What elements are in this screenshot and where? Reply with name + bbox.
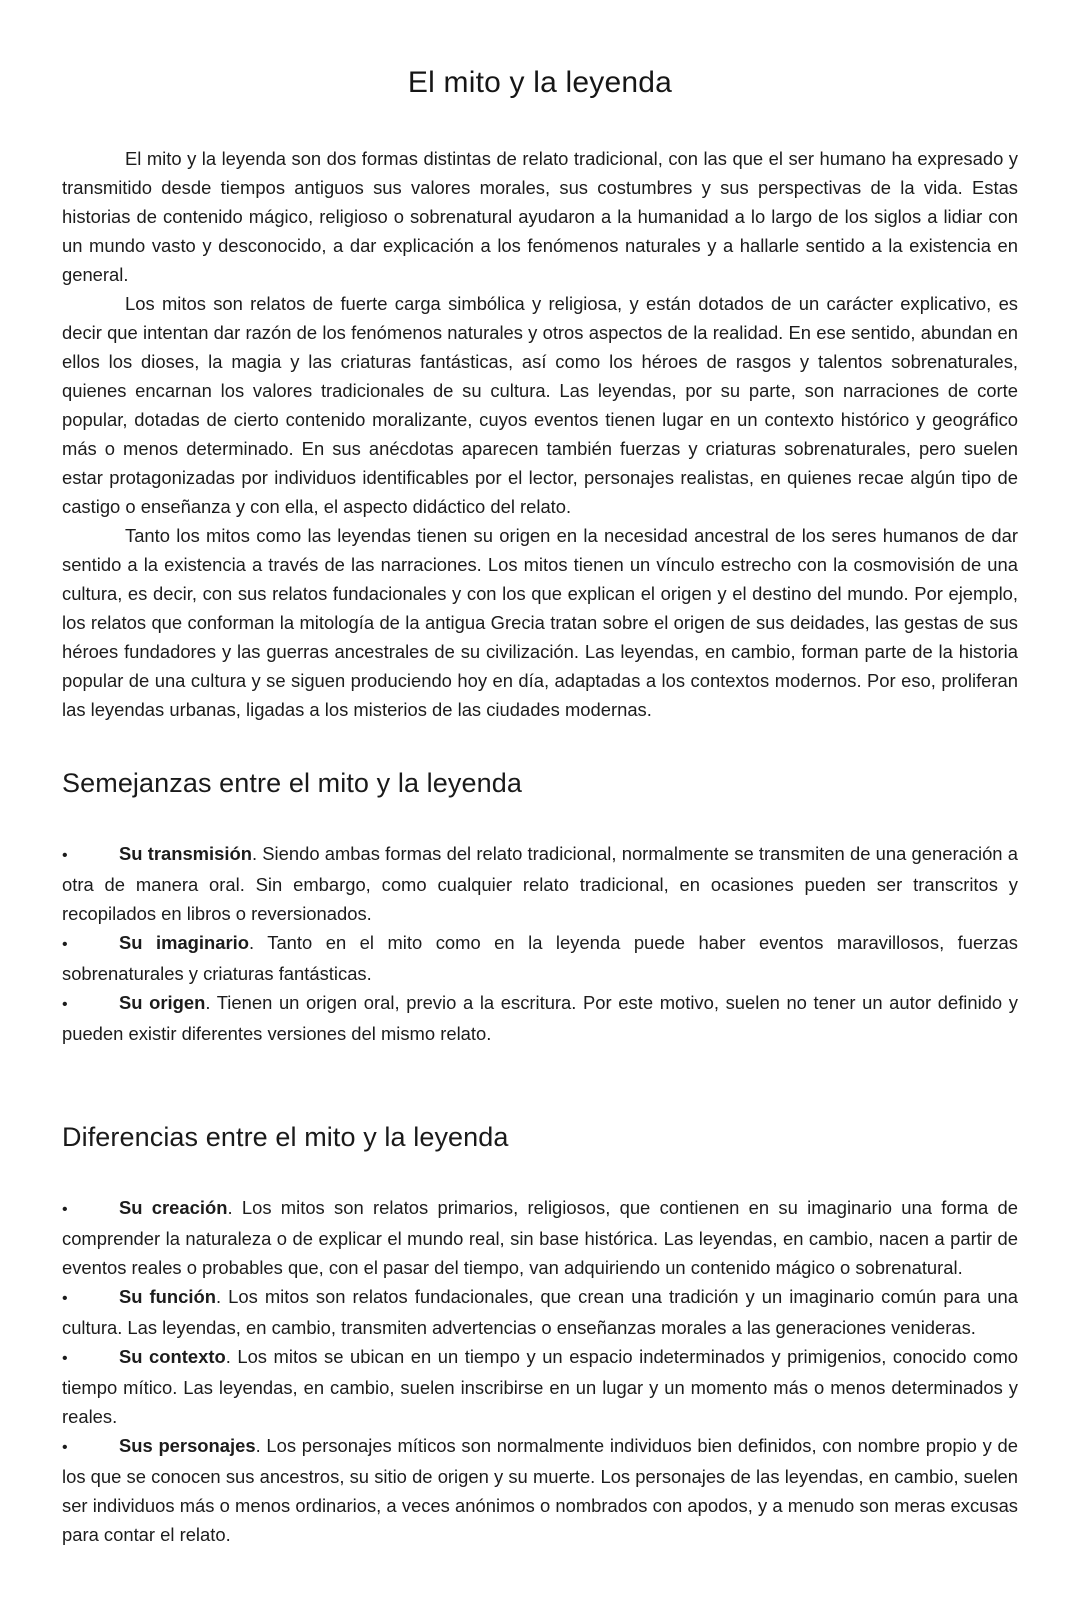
bullet-icon: • bbox=[62, 1290, 68, 1307]
section-heading-semejanzas: Semejanzas entre el mito y la leyenda bbox=[62, 768, 522, 798]
semejanzas-bullet-list bbox=[62, 839, 1018, 1048]
document-title: El mito y la leyenda bbox=[407, 66, 673, 99]
bullet-text: . Los mitos son relatos primarios, religiosos, que contienen en su imaginario una forma de comprender la naturaleza o de explicar el mundo real, sin base histórica. Las leyendas, en cambio, nacen a partir de eventos reales o probables que, con el pasar del tiempo, van adquiriendo un contenido mágico o sobrenatural. bbox=[62, 1197, 1018, 1278]
bullet-lead: Su imaginario bbox=[119, 932, 249, 953]
bullet-lead: Su función bbox=[119, 1286, 216, 1307]
body-paragraph: Los mitos son relatos de fuerte carga simbólica y religiosa, y están dotados de un carácter explicativo, es decir que intentan dar razón de los fenómenos naturales y otros aspectos de la realidad. En ese sentido, abundan en ellos los dioses, la magia y las criaturas fantásticas, así como los héroes de rasgos y talentos sobrenaturales, quienes encarnan los valores tradicionales de su cultura. Las leyendas, por su parte, son narraciones de corte popular, dotadas de cierto contenido moralizante, cuyos eventos tienen lugar en un contexto histórico y geográfico más o menos determinado. En sus anécdotas aparecen también fuerzas y criaturas sobrenaturales, pero suelen estar protagonizadas por individuos identificables por el lector, personajes realistas, en quienes recae algún tipo de castigo o enseñanza y con ella, el aspecto didáctico del relato. bbox=[62, 293, 1018, 517]
bullet-icon: • bbox=[62, 847, 68, 864]
diferencias-bullet-list bbox=[62, 1193, 1018, 1549]
body-paragraph: Tanto los mitos como las leyendas tienen su origen en la necesidad ancestral de los seres humanos de dar sentido a la existencia a través de las narraciones. Los mitos tienen un vínculo estrecho con la cosmovisión de una cultura, es decir, con sus relatos fundacionales y con los que explican el origen y el destino del mundo. Por ejemplo, los relatos que conforman la mitología de la antigua Grecia tratan sobre el origen de sus deidades, las gestas de sus héroes fundadores y las guerras ancestrales de su civilización. Las leyendas, en cambio, forman parte de la historia popular de una cultura y se siguen produciendo hoy en día, adaptadas a los contextos modernos. Por eso, proliferan las leyendas urbanas, ligadas a los misterios de las ciudades modernas. bbox=[62, 525, 1018, 720]
bullet-text: . Siendo ambas formas del relato tradicional, normalmente se transmiten de una generación a otra de manera oral. Sin embargo, como cualquier relato tradicional, en ocasiones pueden ser transcritos y recopilados en libros o reversionados. bbox=[62, 843, 1018, 924]
bullet-text: . Los mitos se ubican en un tiempo y un espacio indeterminados y primigenios, conocido como tiempo mítico. Las leyendas, en cambio, suelen inscribirse en un lugar y un momento más o menos determinados y reales. bbox=[62, 1346, 1018, 1427]
bullet-item bbox=[62, 1431, 1018, 1549]
bullet-lead: Su contexto bbox=[119, 1346, 226, 1367]
bullet-lead: Su creación bbox=[119, 1197, 228, 1218]
bullet-item bbox=[62, 928, 1018, 988]
bullet-icon: • bbox=[62, 1350, 68, 1367]
bullet-lead: Su transmisión bbox=[119, 843, 252, 864]
bullet-item bbox=[62, 839, 1018, 928]
bullet-text: . Tienen un origen oral, previo a la escritura. Por este motivo, suelen no tener un autor definido y pueden existir diferentes versiones del mismo relato. bbox=[62, 992, 1018, 1044]
bullet-item bbox=[62, 1342, 1018, 1431]
intro-section bbox=[62, 144, 1018, 724]
bullet-text: . Los personajes míticos son normalmente individuos bien definidos, con nombre propio y de los que se conocen sus ancestros, su sitio de origen y su muerte. Los personajes de las leyendas, en cambio, suelen ser individuos más o menos ordinarios, a veces anónimos o nombrados con apodos, y a menudo son meras excusas para contar el relato. bbox=[62, 1435, 1018, 1545]
section-heading-diferencias: Diferencias entre el mito y la leyenda bbox=[62, 1122, 509, 1152]
bullet-text: . Tanto en el mito como en la leyenda puede haber eventos maravillosos, fuerzas sobrenaturales y criaturas fantásticas. bbox=[62, 932, 1018, 984]
bullet-text: . Los mitos son relatos fundacionales, que crean una tradición y un imaginario común para una cultura. Las leyendas, en cambio, transmiten advertencias o enseñanzas morales a las generaciones venideras. bbox=[62, 1286, 1018, 1338]
bullet-item bbox=[62, 1193, 1018, 1282]
bullet-lead: Sus personajes bbox=[119, 1435, 256, 1456]
bullet-icon: • bbox=[62, 1439, 68, 1456]
bullet-icon: • bbox=[62, 936, 68, 953]
bullet-lead: Su origen bbox=[119, 992, 206, 1013]
bullet-item bbox=[62, 1282, 1018, 1342]
bullet-icon: • bbox=[62, 1201, 68, 1218]
bullet-icon: • bbox=[62, 996, 68, 1013]
body-paragraph: El mito y la leyenda son dos formas distintas de relato tradicional, con las que el ser humano ha expresado y transmitido desde tiempos antiguos sus valores morales, sus costumbres y sus perspectivas de la vida. Estas historias de contenido mágico, religioso o sobrenatural ayudaron a la humanidad a lo largo de los siglos a lidiar con un mundo vasto y desconocido, a dar explicación a los fenómenos naturales y a hallarle sentido a la existencia en general. bbox=[62, 148, 1018, 285]
bullet-item bbox=[62, 988, 1018, 1048]
